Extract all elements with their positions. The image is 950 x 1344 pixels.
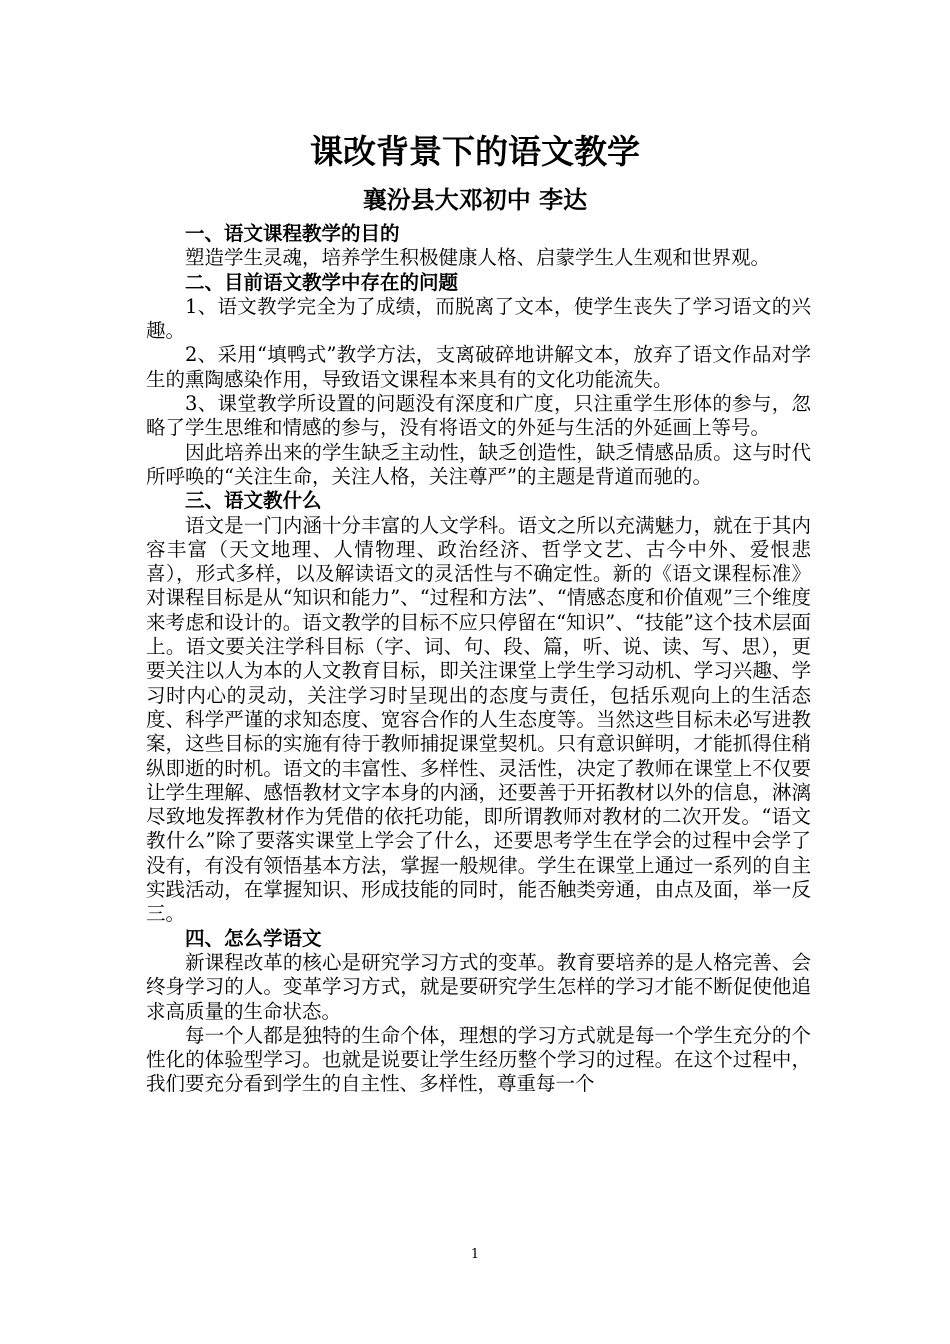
section-heading: 二、目前语文教学中存在的问题 — [185, 270, 459, 294]
paragraph: 1、语文教学完全为了成绩，而脱离了文本，使学生丧失了学习语文的兴趣。 — [146, 294, 811, 343]
paragraph: 3、课堂教学所设置的问题没有深度和广度，只注重学生形体的参与，忽略了学生思维和情感的参与，没有将语文的外延与生活的外延画上等号。 — [146, 392, 811, 440]
paragraph: 每一个人都是独特的生命个体，理想的学习方式就是每一个学生充分的个性化的体验型学习。也就是说要让学生经历整个学习的过程。在这个过程中，我们要充分看到学生的自主性、多样性，尊重每一个 — [146, 1023, 811, 1096]
document-author-line: 襄汾县大邓初中 李达 — [362, 185, 588, 214]
paragraph: 2、采用“填鸭式”教学方法，支离破碎地讲解文本，放弃了语文作品对学生的熏陶感染作用，导致语文课程本来具有的文化功能流失。 — [146, 343, 811, 391]
document-title: 课改背景下的语文教学 — [310, 132, 640, 171]
section-heading: 三、语文教什么 — [185, 489, 322, 513]
paragraph: 因此培养出来的学生缺乏主动性，缺乏创造性，缺乏情感品质。这与时代所呼唤的“关注生命，关注人格，关注尊严”的主题是背道而驰的。 — [146, 440, 811, 488]
paragraph: 塑造学生灵魂，培养学生积极健康人格、启蒙学生人生观和世界观。 — [185, 246, 771, 270]
section-heading: 一、语文课程教学的目的 — [185, 222, 400, 245]
page-number: 1 — [470, 1247, 480, 1262]
section-heading: 四、怎么学语文 — [185, 926, 322, 950]
paragraph: 语文是一门内涵十分丰富的人文学科。语文之所以充满魅力，就在于其内容丰富（天文地理、人情物理、政治经济、哲学文艺、古今中外、爱恨悲喜），形式多样，以及解读语文的灵活性与不确定性。新的《语文课程标准》对课程目标是从“知识和能力”、“过程和方法”、“情感态度和价值观”三个维度来考虑和设计的。语文教学的目标不应只停留在“知识”、“技能”这个技术层面上。语文要关注学科目标（字、词、句、段、篇，听、说、读、写、思），更要关注以人为本的人文教育目标，即关注课堂上学生学习动机、学习兴趣、学习时内心的灵动，关注学习时呈现出的态度与责任，包括乐观向上的生活态度、科学严谨的求知态度、宽容合作的人生态度等。当然这些目标未必写进教案，这些目标的实施有待于教师捕捉课堂契机。只有意识鲜明，才能抓得住稍纵即逝的时机。语文的丰富性、多样性、灵活性，决定了教师在课堂上不仅要让学生理解、感悟教材文字本身的内涵，还要善于开拓教材以外的信息，淋漓尽致地发挥教材作为凭借的依托功能，即所谓教师对教材的二次开发。“语文教什么”除了要落实课堂上学会了什么，还要思考学生在学会的过程中会学了没有，有没有领悟基本方法，掌握一般规律。学生在课堂上通过一系列的自主实践活动，在掌握知识、形成技能的同时，能否触类旁通，由点及面，举一反三。 — [146, 513, 811, 926]
document-body — [146, 222, 811, 1097]
paragraph: 新课程改革的核心是研究学习方式的变革。教育要培养的是人格完善、会终身学习的人。变革学习方式，就是要研究学生怎样的学习才能不断促使他追求高质量的生命状态。 — [146, 950, 811, 1023]
